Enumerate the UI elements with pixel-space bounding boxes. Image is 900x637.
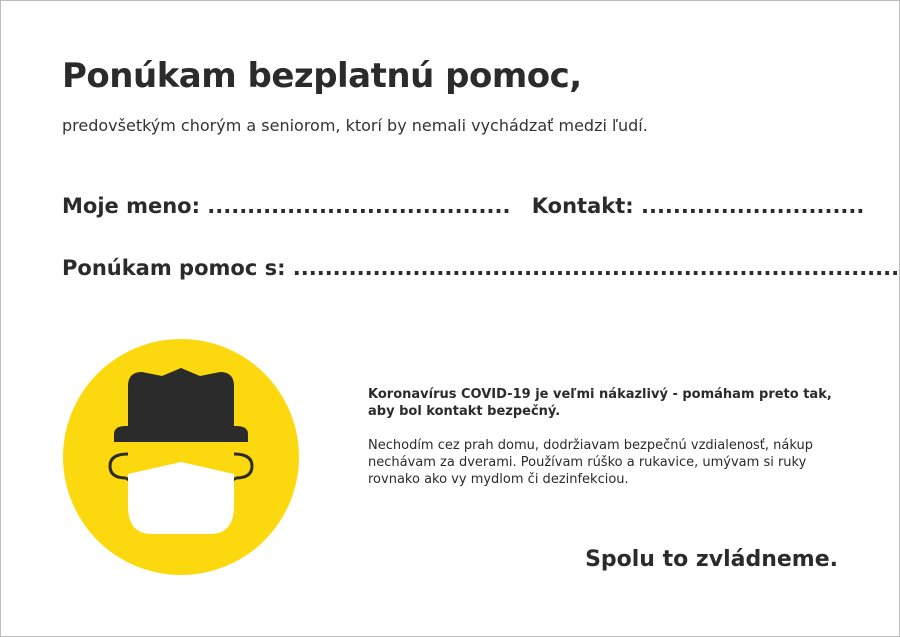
- info-bold-text: Koronavírus COVID-19 je veľmi nákazlivý - pomáham preto tak, aby bol kontakt bezpečný.: [368, 387, 832, 419]
- info-block: [368, 386, 848, 488]
- info-body-text: Nechodím cez prah domu, dodržiavam bezpečnú vzdialenosť, nákup nechávam za dverami. Používam rúško a rukavice, umývam si ruky rovnako ako vy mydlom či dezinfekciou.: [368, 438, 813, 487]
- help-field-dots: ............................................................................: [292, 256, 900, 280]
- name-label: Moje meno:: [62, 194, 200, 218]
- contact-label: Kontakt:: [531, 194, 634, 218]
- slogan: Spolu to zvládneme.: [585, 547, 838, 572]
- name-field-dots: ......................................: [207, 194, 511, 218]
- help-row: [62, 256, 899, 280]
- page-subtitle: predovšetkým chorým a seniorom, ktorí by nemali vychádzať medzi ľudí.: [62, 116, 648, 135]
- help-label: Ponúkam pomoc s:: [62, 256, 286, 280]
- contact-field-dots: ............................: [640, 194, 865, 218]
- masked-person-with-hat-icon: [62, 338, 300, 576]
- face-mask: [128, 462, 234, 534]
- page-title: Ponúkam bezplatnú pomoc,: [62, 56, 582, 96]
- hat-brim: [114, 426, 248, 442]
- name-contact-row: [62, 194, 864, 218]
- hat-crown: [128, 368, 234, 430]
